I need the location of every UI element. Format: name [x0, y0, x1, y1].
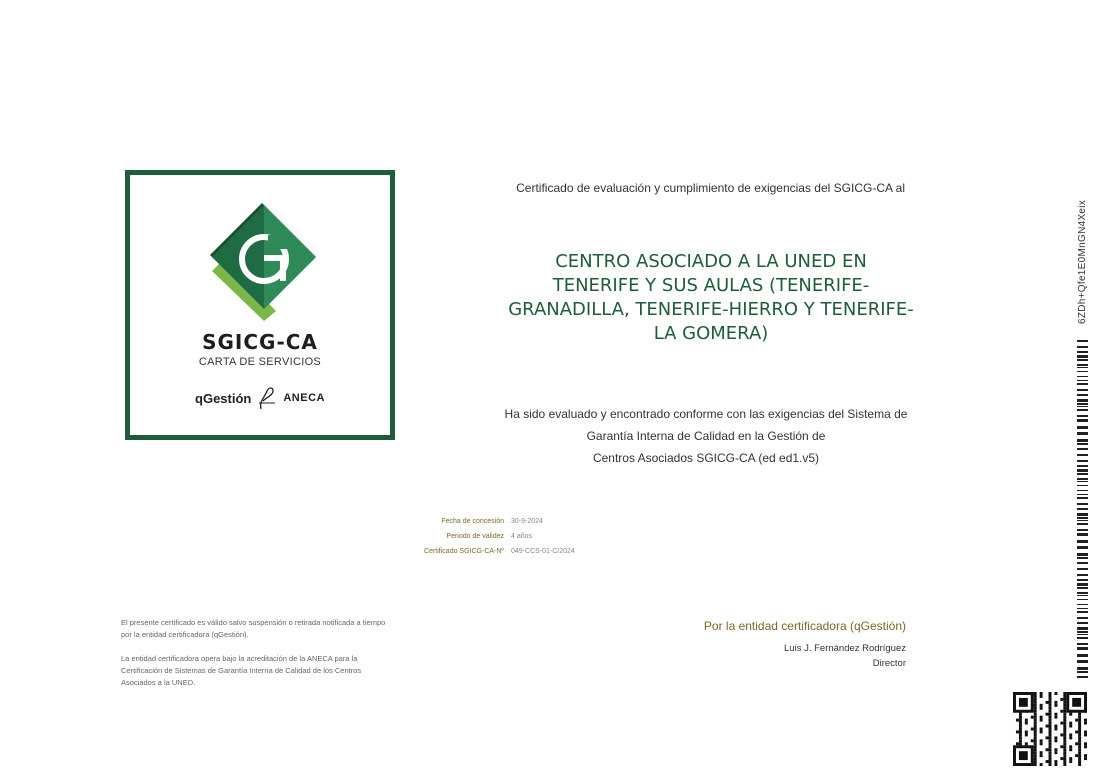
verification-code	[1077, 184, 1087, 324]
detail-label: Certificado SGICG-CA-Nº	[424, 548, 504, 555]
certificate-details	[400, 514, 660, 559]
detail-value: 049-CCS-01-C/2024	[511, 548, 575, 555]
detail-row	[400, 529, 660, 544]
sgicg-logo-mark	[202, 197, 318, 321]
center-name	[505, 250, 917, 346]
barcode	[1077, 340, 1088, 680]
verification-code-text: 6ZDh+Qfe1E0MnGN4Xeix	[1077, 199, 1088, 324]
validity-note: El presente certificado es válido salvo suspensión o retirada notificada a tiempo por la entidad certificadora (qGestión).	[121, 618, 386, 639]
center-name-line: GRANADILLA, TENERIFE-HIERRO Y TENERIFE-	[508, 299, 914, 320]
conformity-statement	[495, 403, 917, 469]
detail-row	[400, 544, 660, 559]
detail-value: 30-9-2024	[511, 518, 543, 525]
detail-label: Periodo de validez	[446, 533, 504, 540]
detail-label: Fecha de concesión	[441, 518, 504, 525]
logo-frame	[125, 170, 395, 440]
aneca-logo: ANECA	[283, 392, 325, 404]
certificate-intro: Certificado de evaluación y cumplimiento de exigencias del SGICG-CA al	[516, 181, 905, 195]
center-name-line: TENERIFE Y SUS AULAS (TENERIFE-	[552, 275, 870, 296]
statement-line: Centros Asociados SGICG-CA (ed ed1.v5)	[592, 451, 820, 465]
qr-code	[1013, 692, 1087, 766]
partner-logos	[130, 385, 390, 411]
accreditation-note: La entidad certificadora opera bajo la acreditación de la ANECA para la Certificación de Sistemas de Garantía Interna de Calidad de los Centros Asociados a la UNED.	[121, 654, 362, 687]
statement-line: Garantía Interna de Calidad en la Gestión de	[586, 429, 826, 443]
logo-title: SGICG-CA	[202, 330, 318, 354]
signer-role: Director	[872, 658, 906, 669]
logo-subtitle: CARTA DE SERVICIOS	[198, 356, 322, 368]
center-name-line: CENTRO ASOCIADO A LA UNED EN	[555, 251, 867, 272]
certifying-entity: Por la entidad certificadora (qGestión)	[703, 619, 906, 633]
qgestion-logo: qGestión	[195, 390, 252, 406]
statement-line: Ha sido evaluado y encontrado conforme con las exigencias del Sistema de	[504, 407, 908, 421]
detail-row	[400, 514, 660, 529]
center-name-line: LA GOMERA)	[653, 323, 769, 344]
detail-value: 4 años	[511, 533, 533, 540]
signer-name: Luis J. Fernández Rodríguez	[784, 643, 906, 654]
aneca-emblem-icon	[257, 385, 277, 411]
